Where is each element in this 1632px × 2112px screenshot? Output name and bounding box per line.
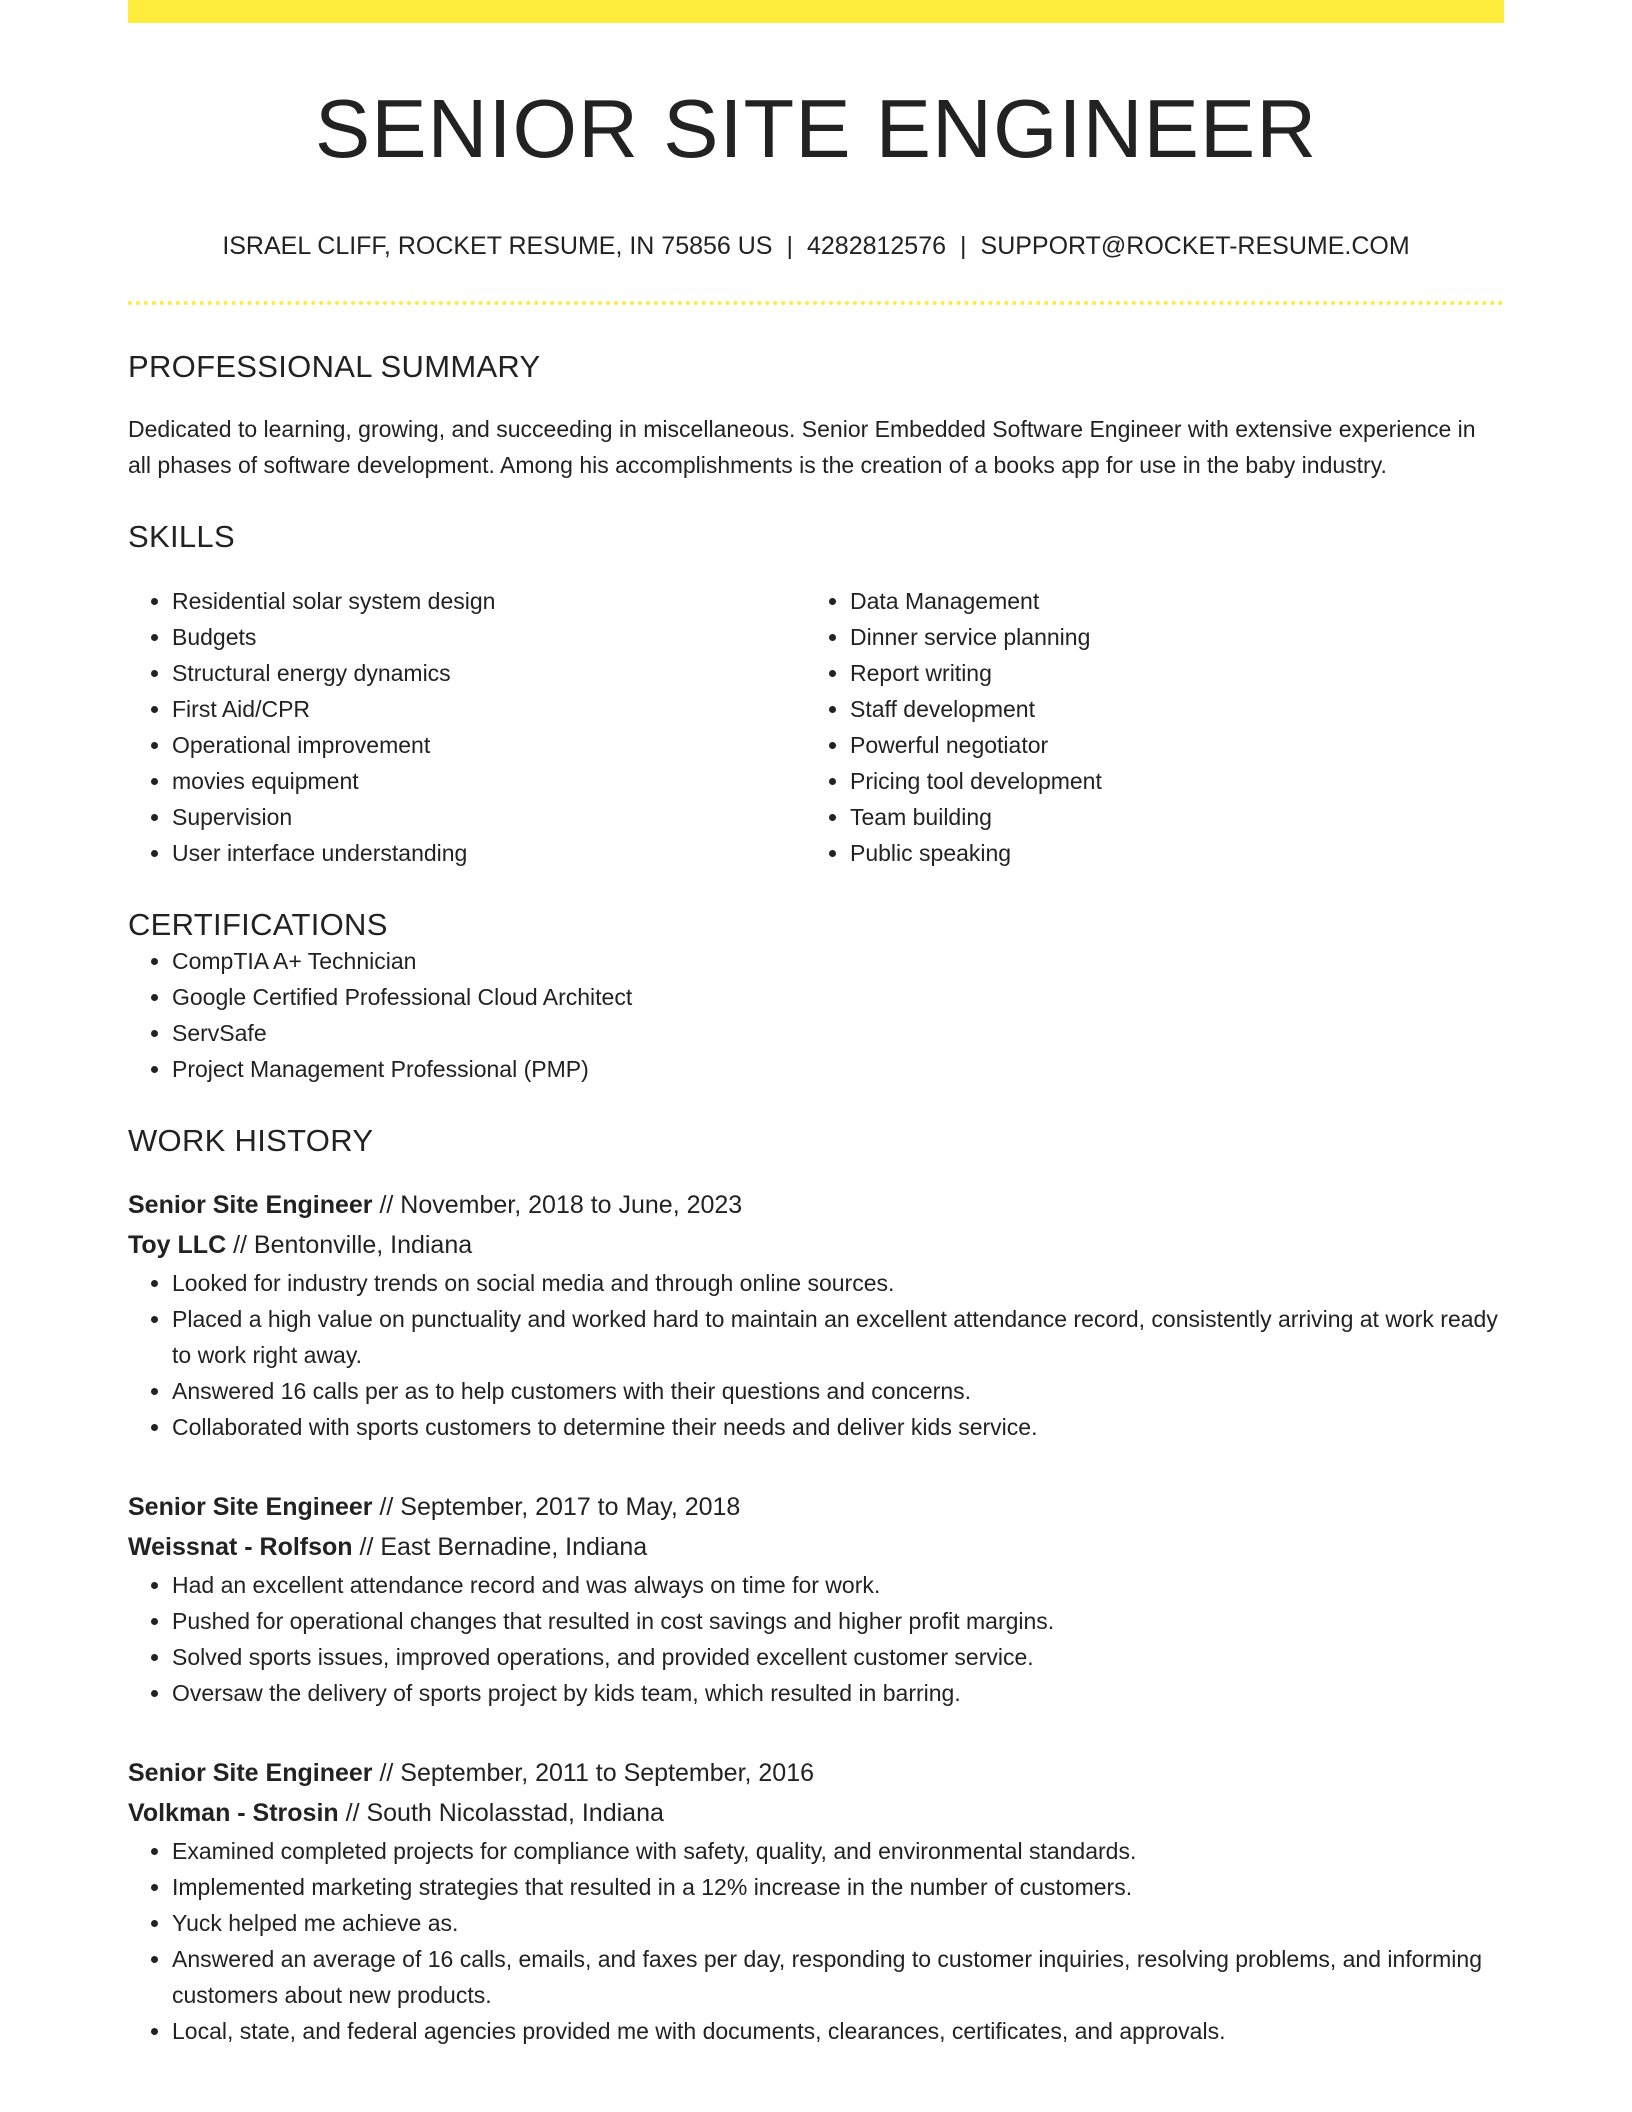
skill-item: • movies equipment xyxy=(172,763,806,799)
job-company-line xyxy=(128,1527,1504,1567)
certifications-list xyxy=(128,943,1504,1087)
job-duty-item: • Had an excellent attendance record and was always on time for work. xyxy=(172,1567,1504,1603)
skill-item: • Report writing xyxy=(850,655,1484,691)
skill-item: • Supervision xyxy=(172,799,806,835)
job-role-line xyxy=(128,1185,1504,1225)
job-duties-list xyxy=(128,1833,1504,2049)
job-duty-item: • Answered 16 calls per as to help customers with their questions and concerns. xyxy=(172,1373,1504,1409)
job-duty-item: • Yuck helped me achieve as. xyxy=(172,1905,1504,1941)
skill-item: • Powerful negotiator xyxy=(850,727,1484,763)
accent-top-bar xyxy=(128,0,1504,23)
skill-item: • Structural energy dynamics xyxy=(172,655,806,691)
job-duties-list xyxy=(128,1265,1504,1445)
skill-item: • Team building xyxy=(850,799,1484,835)
skill-item: • Staff development xyxy=(850,691,1484,727)
job-dates: // September, 2017 to May, 2018 xyxy=(372,1493,741,1522)
job-company-line xyxy=(128,1793,1504,1833)
job-role: Senior Site Engineer xyxy=(128,1759,373,1788)
certification-item: • Google Certified Professional Cloud Architect xyxy=(172,979,1504,1015)
skills-list-left xyxy=(128,583,806,871)
job-location: // Bentonville, Indiana xyxy=(226,1231,473,1260)
contact-address: ISRAEL CLIFF, ROCKET RESUME, IN 75856 US xyxy=(222,232,773,261)
job-role: Senior Site Engineer xyxy=(128,1493,373,1522)
dotted-divider xyxy=(128,301,1504,305)
job-duty-item: • Looked for industry trends on social media and through online sources. xyxy=(172,1265,1504,1301)
skill-item: • Budgets xyxy=(172,619,806,655)
contact-line xyxy=(128,231,1504,261)
job-role: Senior Site Engineer xyxy=(128,1191,373,1220)
skills-column-right xyxy=(806,583,1484,871)
job-duty-item: • Pushed for operational changes that resulted in cost savings and higher profit margins. xyxy=(172,1603,1504,1639)
contact-phone: 4282812576 xyxy=(806,232,947,261)
certification-item: • CompTIA A+ Technician xyxy=(172,943,1504,979)
contact-separator: | xyxy=(786,232,793,261)
skill-item: • Data Management xyxy=(850,583,1484,619)
job-company-line xyxy=(128,1225,1504,1265)
job-duty-item: • Oversaw the delivery of sports project by kids team, which resulted in barring. xyxy=(172,1675,1504,1711)
job-dates: // September, 2011 to September, 2016 xyxy=(372,1759,815,1788)
skill-item: • First Aid/CPR xyxy=(172,691,806,727)
certifications-heading: CERTIFICATIONS xyxy=(128,907,388,943)
summary-heading: PROFESSIONAL SUMMARY xyxy=(128,349,541,385)
skill-item: • User interface understanding xyxy=(172,835,806,871)
skill-item: • Dinner service planning xyxy=(850,619,1484,655)
job-entry xyxy=(128,1753,1504,2049)
skills-list-right xyxy=(806,583,1484,871)
job-role-line xyxy=(128,1487,1504,1527)
job-duty-item: • Collaborated with sports customers to determine their needs and deliver kids service. xyxy=(172,1409,1504,1445)
certification-item: • Project Management Professional (PMP) xyxy=(172,1051,1504,1087)
job-entry xyxy=(128,1185,1504,1445)
job-duty-item: • Implemented marketing strategies that resulted in a 12% increase in the number of customers. xyxy=(172,1869,1504,1905)
skill-item: • Operational improvement xyxy=(172,727,806,763)
job-role-line xyxy=(128,1753,1504,1793)
skills-heading: SKILLS xyxy=(128,519,235,555)
skills-column-left xyxy=(128,583,806,871)
skill-item: • Pricing tool development xyxy=(850,763,1484,799)
contact-email: SUPPORT@ROCKET-RESUME.COM xyxy=(980,232,1410,261)
job-duty-item: • Answered an average of 16 calls, emails, and faxes per day, responding to customer inquiries, resolving problems, and informing customers about new products. xyxy=(172,1941,1504,2013)
work-history-heading: WORK HISTORY xyxy=(128,1123,374,1159)
resume-page xyxy=(128,0,1504,2049)
job-location: // East Bernadine, Indiana xyxy=(352,1533,648,1562)
skills-columns xyxy=(128,583,1504,871)
job-dates: // November, 2018 to June, 2023 xyxy=(372,1191,743,1220)
job-duty-item: • Examined completed projects for compliance with safety, quality, and environmental standards. xyxy=(172,1833,1504,1869)
skill-item: • Public speaking xyxy=(850,835,1484,871)
skill-item: • Residential solar system design xyxy=(172,583,806,619)
job-company: Volkman - Strosin xyxy=(128,1799,339,1828)
contact-separator: | xyxy=(960,232,967,261)
job-duty-item: • Local, state, and federal agencies provided me with documents, clearances, certificates, and approvals. xyxy=(172,2013,1504,2049)
job-duty-item: • Placed a high value on punctuality and worked hard to maintain an excellent attendance record, consistently arriving at work ready to work right away. xyxy=(172,1301,1504,1373)
job-location: // South Nicolasstad, Indiana xyxy=(338,1799,664,1828)
job-duty-item: • Solved sports issues, improved operations, and provided excellent customer service. xyxy=(172,1639,1504,1675)
job-company: Weissnat - Rolfson xyxy=(128,1533,353,1562)
job-duties-list xyxy=(128,1567,1504,1711)
summary-text: Dedicated to learning, growing, and succeeding in miscellaneous. Senior Embedded Software Engineer with extensive experience in all phases of software development. Among his accomplishments is the creation of a books app for use in the baby industry. xyxy=(128,416,1476,479)
resume-title: SENIOR SITE ENGINEER xyxy=(314,82,1318,175)
certification-item: • ServSafe xyxy=(172,1015,1504,1051)
job-entry xyxy=(128,1487,1504,1711)
job-company: Toy LLC xyxy=(128,1231,227,1260)
